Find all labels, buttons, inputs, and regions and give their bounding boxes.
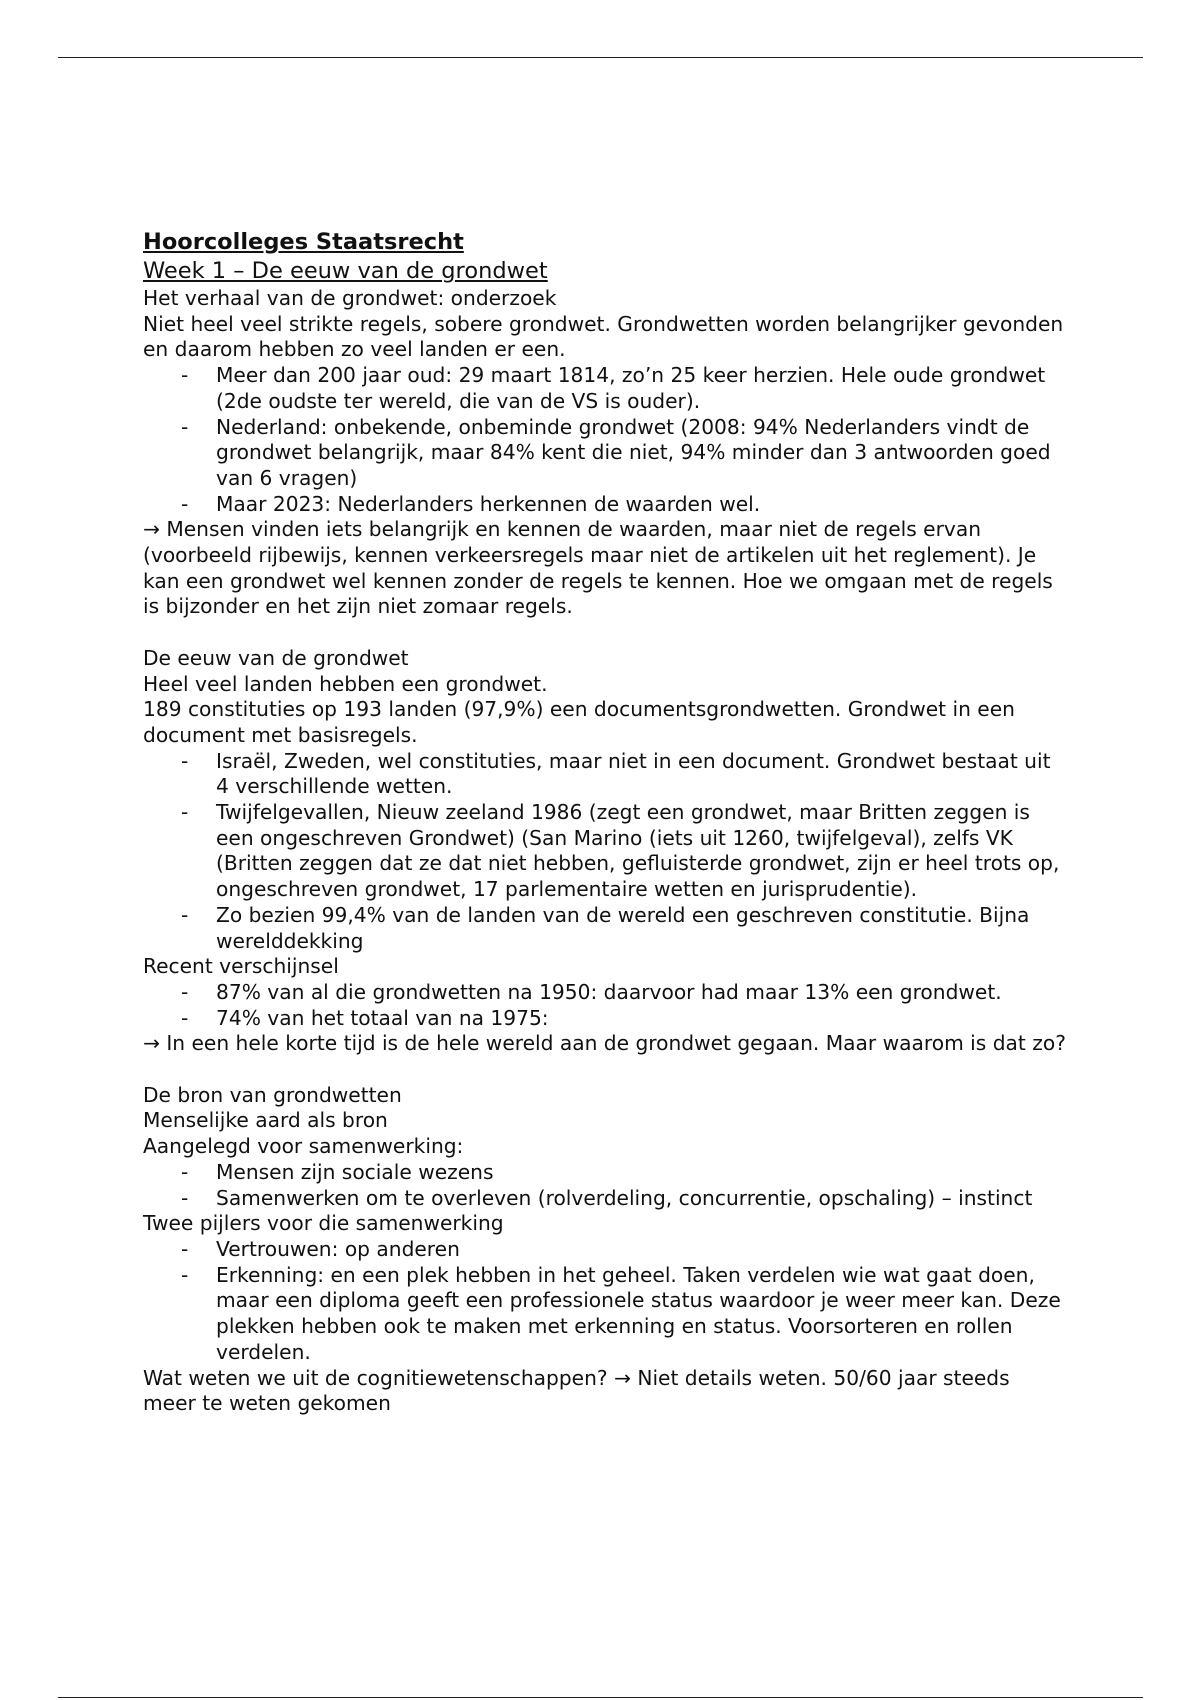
paragraph: → In een hele korte tijd is de hele wereld aan de grondwet gegaan. Maar waarom is dat zo? [143,1031,1066,1056]
list-item: - Nederland: onbekende, onbeminde grondwet (2008: 94% Nederlanders vindt de grondwet belangrijk, maar 84% kent die niet, 94% minder dan 3 antwoorden goed van 6 vragen) [143,415,1068,492]
bullet-list [143,1237,1068,1366]
paragraph: → Mensen vinden iets belangrijk en kennen de waarden, maar niet de regels ervan (voorbeeld rijbewijs, kennen verkeersregels maar niet de artikelen uit het reglement). Je kan een grondwet wel kennen zonder de regels te kennen. Hoe we omgaan met de regels is bijzonder en het zijn niet zomaar regels. [143,517,1053,619]
list-item: - Zo bezien 99,4% van de landen van de wereld een geschreven constitutie. Bijna werelddekking [143,903,1068,954]
list-item: - 87% van al die grondwetten na 1950: daarvoor had maar 13% een grondwet. [143,980,1068,1006]
list-item: - Vertrouwen: op anderen [143,1237,1068,1263]
bullet-list [143,1160,1068,1211]
list-item: - Twijfelgevallen, Nieuw zeeland 1986 (zegt een grondwet, maar Britten zeggen is een ongeschreven Grondwet) (San Marino (iets uit 1260, twijfelgeval), zelfs VK (Britten zeggen dat ze dat niet hebben, gefluisterde grondwet, zijn er heel trots op, ongeschreven grondwet, 17 parlementaire wetten en jurisprudentie). [143,800,1068,903]
paragraph: Twee pijlers voor die samenwerking [143,1211,504,1236]
section-heading: De bron van grondwetten [143,1082,402,1107]
list-item: - Samenwerken om te overleven (rolverdeling, concurrentie, opschaling) – instinct [143,1186,1068,1212]
paragraph: Menselijke aard als bron [143,1108,388,1133]
blank-line [143,1057,1068,1083]
document-subtitle: Week 1 – De eeuw van de grondwet [143,258,548,284]
paragraph: Wat weten we uit de cognitiewetenschappen? → Niet details weten. 50/60 jaar steeds meer te weten gekomen [143,1365,1010,1416]
list-item: - Maar 2023: Nederlanders herkennen de waarden wel. [143,492,1068,518]
list-item: - 74% van het totaal van na 1975: [143,1006,1068,1032]
section-heading: De eeuw van de grondwet [143,645,409,670]
paragraph: 189 constituties op 193 landen (97,9%) een documentsgrondwetten. Grondwet in een document met basisregels. [143,697,1015,747]
blank-line [143,620,1068,646]
bullet-list [143,363,1068,517]
paragraph: Heel veel landen hebben een grondwet. [143,671,548,696]
bullet-list [143,749,1068,955]
paragraph: Recent verschijnsel [143,954,339,979]
paragraph: Aangelegd voor samenwerking: [143,1134,464,1159]
section-heading: Het verhaal van de grondwet: onderzoek [143,286,557,310]
footer-rule [58,1697,1143,1698]
bullet-list [143,980,1068,1031]
document-body [143,228,1068,1417]
document-title: Hoorcolleges Staatsrecht [143,229,464,255]
list-item: - Meer dan 200 jaar oud: 29 maart 1814, zo’n 25 keer herzien. Hele oude grondwet (2de oudste ter wereld, die van de VS is ouder). [143,363,1068,414]
paragraph: Niet heel veel strikte regels, sobere grondwet. Grondwetten worden belangrijker gevonden en daarom hebben zo veel landen er een. [143,311,1064,362]
list-item: - Israël, Zweden, wel constituties, maar niet in een document. Grondwet bestaat uit 4 verschillende wetten. [143,749,1068,800]
header-rule [58,57,1143,58]
list-item: - Mensen zijn sociale wezens [143,1160,1068,1186]
list-item: - Erkenning: en een plek hebben in het geheel. Taken verdelen wie wat gaat doen, maar een diploma geeft een professionele status waardoor je weer meer kan. Deze plekken hebben ook te maken met erkenning en status. Voorsorteren en rollen verdelen. [143,1263,1068,1366]
